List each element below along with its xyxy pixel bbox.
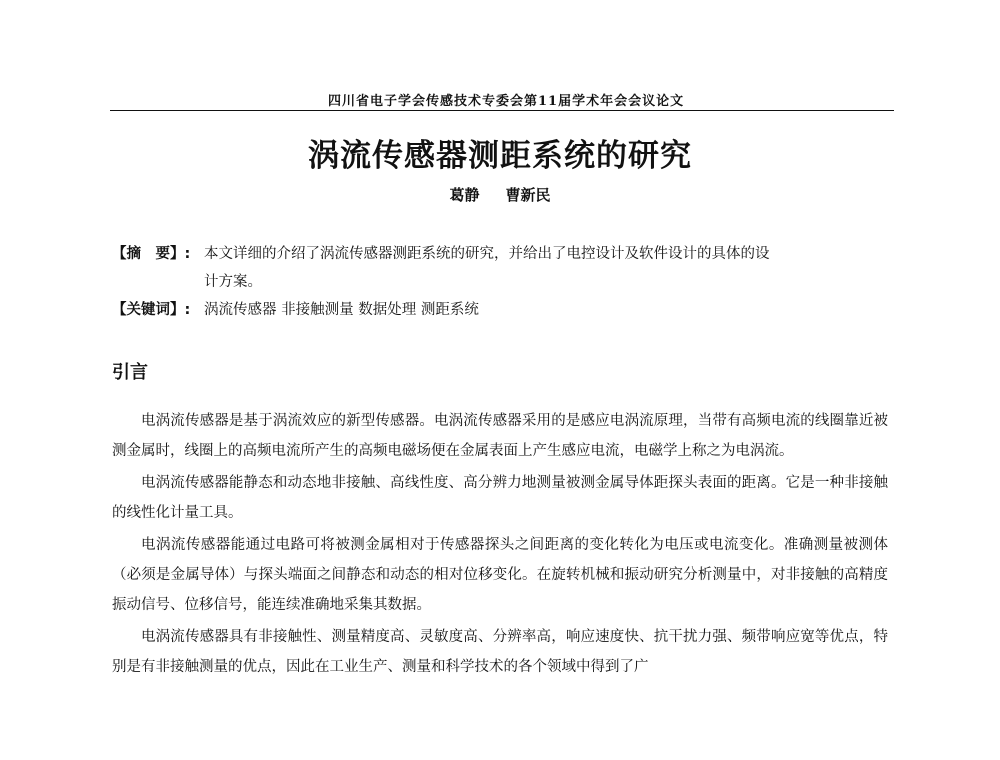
author-2: 曹新民	[505, 186, 551, 204]
keywords-label: 【关键词】:	[112, 302, 191, 318]
abstract-row	[112, 240, 902, 268]
abstract-block	[112, 240, 902, 324]
paper-title: 涡流传感器测距系统的研究	[308, 138, 692, 174]
author-1: 葛静	[449, 186, 480, 204]
keywords-text: 涡流传感器 非接触测量 数据处理 测距系统	[204, 302, 479, 318]
paragraph-3: 电涡流传感器能通过电路可将被测金属相对于传感器探头之间距离的变化转化为电压或电流变化。准确测量被测体（必须是金属导体）与探头端面之间静态和动态的相对位移变化。在旋转机械和振动研究分析测量中，对非接触的高精度振动信号、位移信号，能连续准确地采集其数据。	[112, 537, 888, 613]
paragraph-2: 电涡流传感器能静态和动态地非接触、高线性度、高分辨力地测量被测金属导体距探头表面的距离。它是一种非接触的线性化计量工具。	[112, 475, 888, 521]
paragraph-1: 电涡流传感器是基于涡流效应的新型传感器。电涡流传感器采用的是感应电涡流原理，当带有高频电流的线圈靠近被测金属时，线圈上的高频电流所产生的高频电磁场便在金属表面上产生感应电流，电磁学上称之为电涡流。	[112, 413, 888, 459]
section-title-introduction: 引言	[112, 362, 148, 383]
keywords-row	[112, 296, 902, 324]
body-text	[112, 406, 888, 684]
paragraph-4: 电涡流传感器具有非接触性、测量精度高、灵敏度高、分辨率高，响应速度快、抗干扰力强、频带响应宽等优点，特别是有非接触测量的优点，因此在工业生产、测量和科学技术的各个领域中得到了广	[112, 629, 888, 675]
header-rule	[110, 110, 894, 111]
running-header: 四川省电子学会传感技术专委会第11届学术年会会议论文	[328, 94, 685, 109]
abstract-text-line-2: 计方案。	[204, 274, 262, 290]
abstract-text-line-1: 本文详细的介绍了涡流传感器测距系统的研究，并给出了电控设计及软件设计的具体的设	[204, 246, 770, 262]
authors	[0, 184, 1000, 205]
abstract-label: 【摘 要】:	[112, 246, 191, 262]
